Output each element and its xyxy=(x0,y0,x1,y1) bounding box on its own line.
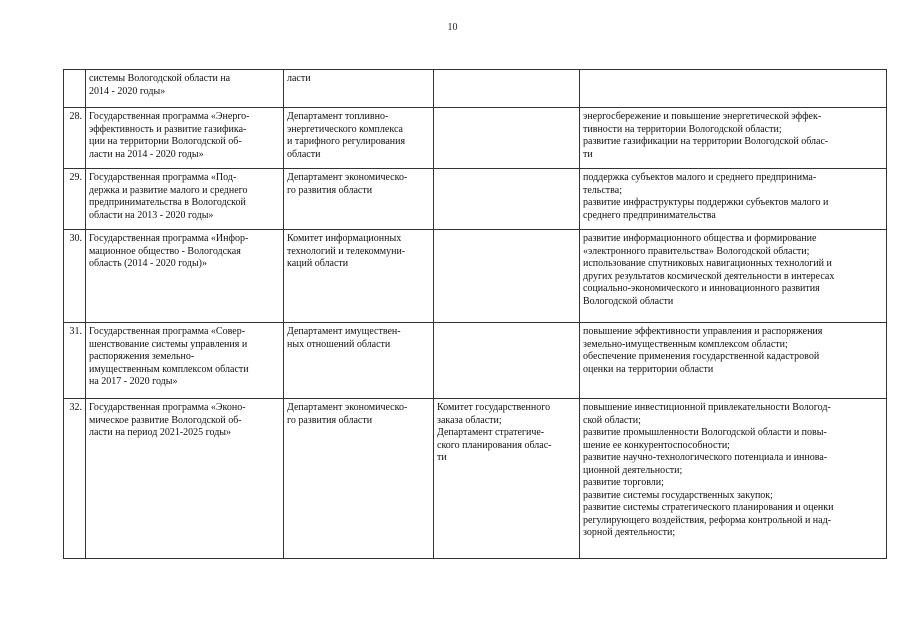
co-executors-line: ского планирования облас- xyxy=(437,439,552,451)
responsible-executor-cell xyxy=(284,70,434,108)
goals-line: развитие промышленности Вологодской области и повы- xyxy=(583,427,827,438)
table-row xyxy=(64,230,887,323)
goals-line: развитие торговли; xyxy=(583,477,664,488)
responsible-executor-line: Департамент имуществен- xyxy=(287,326,401,337)
program-name-cell xyxy=(86,108,284,169)
goals-cell xyxy=(580,399,887,559)
goals-line: среднего предпринимательства xyxy=(583,209,716,221)
goals-line: ти xyxy=(583,148,593,160)
program-name-line: Государственная программа «Инфор- xyxy=(89,233,249,244)
programs-table xyxy=(63,69,887,559)
program-name-cell xyxy=(86,323,284,399)
program-name-line: на 2017 - 2020 годы» xyxy=(89,376,178,387)
program-name-line: Государственная программа «Под- xyxy=(89,172,237,183)
goals-cell xyxy=(580,108,887,169)
co-executors-line: заказа области; xyxy=(437,414,502,426)
responsible-executor-line: Департамент экономическо- xyxy=(287,402,408,413)
page-number: 10 xyxy=(447,22,458,33)
goals-line: шение ее конкурентоспособности; xyxy=(583,439,730,451)
responsible-executor-cell xyxy=(284,399,434,559)
row-number-cell xyxy=(64,70,86,108)
responsible-executor-line: области xyxy=(287,148,321,160)
table-row xyxy=(64,169,887,230)
goals-line: поддержка субъектов малого и среднего предпринима- xyxy=(583,172,817,183)
program-name-line: системы Вологодской области на xyxy=(89,73,231,84)
goals-line: повышение инвестиционной привлекательности Вологод- xyxy=(583,402,831,413)
goals-line: обеспечение применения государственной кадастровой xyxy=(583,351,820,362)
goals-cell xyxy=(580,323,887,399)
table-row xyxy=(64,108,887,169)
program-name-line: область (2014 - 2020 годы)» xyxy=(89,258,207,269)
program-name-cell xyxy=(86,169,284,230)
program-name-line: Государственная программа «Эконо- xyxy=(89,402,246,413)
row-number-cell: 31. xyxy=(64,323,86,399)
program-name-line: мическое развитие Вологодской об- xyxy=(89,414,242,426)
program-name-cell xyxy=(86,230,284,323)
co-executors-line: Комитет государственного xyxy=(437,402,551,413)
program-name-line: имущественным комплексом области xyxy=(89,363,249,375)
table-row xyxy=(64,323,887,399)
responsible-executor-line: технологий и телекоммуни- xyxy=(287,245,406,257)
co-executors-cell xyxy=(434,399,580,559)
responsible-executor-line: ных отношений области xyxy=(287,338,391,350)
program-name-line: Государственная программа «Совер- xyxy=(89,326,246,337)
table-row xyxy=(64,399,887,559)
program-name-line: области на 2013 - 2020 годы» xyxy=(89,209,214,221)
responsible-executor-line: ласти xyxy=(287,73,311,84)
program-name-line: держка и развитие малого и среднего xyxy=(89,184,248,196)
goals-line: других результатов космической деятельности в интересах xyxy=(583,270,835,282)
goals-line: развитие научно-технологического потенциала и иннова- xyxy=(583,452,828,463)
row-number-cell: 32. xyxy=(64,399,86,559)
responsible-executor-line: и тарифного регулирования xyxy=(287,136,406,147)
responsible-executor-line: го развития области xyxy=(287,414,373,426)
program-name-line: предпринимательства в Вологодской xyxy=(89,197,246,208)
row-number-cell: 30. xyxy=(64,230,86,323)
goals-cell xyxy=(580,169,887,230)
program-name-line: распоряжения земельно- xyxy=(89,351,195,362)
co-executors-cell xyxy=(434,323,580,399)
co-executors-line: ти xyxy=(437,452,447,463)
goals-line: Вологодской области xyxy=(583,295,674,307)
goals-line: тивности на территории Вологодской области; xyxy=(583,123,782,135)
table-row xyxy=(64,70,887,108)
goals-line: зорной деятельности; xyxy=(583,527,676,538)
row-number-cell: 29. xyxy=(64,169,86,230)
responsible-executor-line: энергетического комплекса xyxy=(287,123,403,135)
program-name-line: эффективность и развитие газифика- xyxy=(89,123,247,135)
goals-line: тельства; xyxy=(583,184,622,196)
responsible-executor-cell xyxy=(284,169,434,230)
responsible-executor-line: Департамент экономическо- xyxy=(287,172,408,183)
goals-line: развитие системы стратегического планирования и оценки xyxy=(583,502,834,513)
program-name-cell xyxy=(86,70,284,108)
program-name-line: мационное общество - Вологодская xyxy=(89,245,241,257)
responsible-executor-cell xyxy=(284,323,434,399)
program-name-line: ласти на период 2021-2025 годы» xyxy=(89,427,232,438)
goals-line: повышение эффективности управления и распоряжения xyxy=(583,326,823,337)
co-executors-line: Департамент стратегиче- xyxy=(437,427,545,438)
goals-line: ской области; xyxy=(583,414,641,426)
program-name-cell xyxy=(86,399,284,559)
co-executors-cell xyxy=(434,108,580,169)
co-executors-cell xyxy=(434,230,580,323)
responsible-executor-cell xyxy=(284,230,434,323)
co-executors-cell xyxy=(434,169,580,230)
program-name-line: ции на территории Вологодской об- xyxy=(89,136,242,147)
responsible-executor-line: Департамент топливно- xyxy=(287,111,389,122)
responsible-executor-line: каций области xyxy=(287,258,349,269)
goals-line: развитие информационного общества и формирование xyxy=(583,233,817,244)
goals-line: оценки на территории области xyxy=(583,363,714,375)
goals-line: регулирующего воздействия, реформа контрольной и над- xyxy=(583,514,832,526)
goals-line: энергосбережение и повышение энергетической эффек- xyxy=(583,111,822,122)
program-name-line: 2014 - 2020 годы» xyxy=(89,85,166,97)
co-executors-cell xyxy=(434,70,580,108)
program-name-line: шенствование системы управления и xyxy=(89,338,248,350)
program-name-line: ласти на 2014 - 2020 годы» xyxy=(89,148,204,160)
goals-cell xyxy=(580,70,887,108)
goals-line: земельно-имущественным комплексом области; xyxy=(583,338,788,350)
goals-cell xyxy=(580,230,887,323)
goals-line: социально-экономического и инновационного развития xyxy=(583,283,820,294)
goals-line: использование спутниковых навигационных технологий и xyxy=(583,258,832,269)
responsible-executor-cell xyxy=(284,108,434,169)
responsible-executor-line: Комитет информационных xyxy=(287,233,402,244)
goals-line: ционной деятельности; xyxy=(583,464,683,476)
responsible-executor-line: го развития области xyxy=(287,184,373,196)
goals-line: развитие газификации на территории Вологодской облас- xyxy=(583,136,829,147)
goals-line: развитие системы государственных закупок; xyxy=(583,489,773,501)
goals-line: «электронного правительства» Вологодской области; xyxy=(583,245,810,257)
program-name-line: Государственная программа «Энерго- xyxy=(89,111,250,122)
row-number-cell: 28. xyxy=(64,108,86,169)
goals-line: развитие инфраструктуры поддержки субъектов малого и xyxy=(583,197,829,208)
